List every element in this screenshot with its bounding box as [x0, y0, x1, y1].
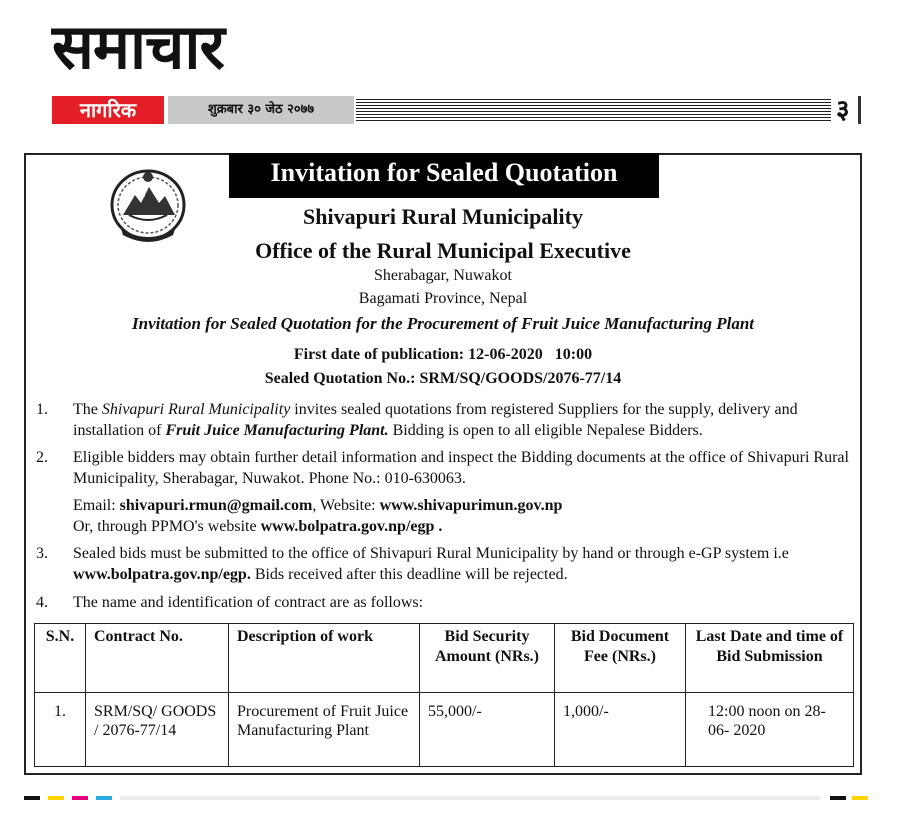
cell-description: Procurement of Fruit Juice Manufacturing Plant	[229, 693, 420, 767]
color-strip-yellow-right	[852, 796, 868, 800]
notice-banner: Invitation for Sealed Quotation	[229, 153, 659, 198]
header-contract-no: Contract No.	[86, 624, 229, 693]
publication-date: First date of publication: 12-06-2020 10:00	[293, 346, 593, 363]
organization-name: Shivapuri Rural Municipality	[303, 204, 583, 229]
cell-contract-no: SRM/SQ/ GOODS / 2076-77/14	[86, 693, 229, 767]
address-line-2: Bagamati Province, Nepal	[358, 290, 528, 307]
header-last-date: Last Date and time of Bid Submission	[686, 624, 854, 693]
item-number: 1.	[36, 401, 48, 418]
cell-doc-fee: 1,000/-	[555, 693, 686, 767]
email-link[interactable]: shivapuri.rmun@gmail.com	[119, 497, 313, 514]
address-line-1: Sherabagar, Nuwakot	[374, 267, 512, 284]
quotation-number: Sealed Quotation No.: SRM/SQ/GOODS/2076-77/14	[264, 370, 622, 387]
color-strip-black-right	[830, 796, 846, 800]
newspaper-brand-logo: नागरिक	[52, 96, 164, 124]
cell-sn: 1.	[35, 693, 86, 767]
item-text: The Shivapuri Rural Municipality invites sealed quotations from registered Suppliers for the supply, delivery and installation of Fruit Juice Manufacturing Plant. Bidding is open to all eligible Nepalese Bidders.	[73, 401, 798, 439]
table-row	[35, 693, 854, 767]
cell-last-date: 12:00 noon on 28-06- 2020	[686, 693, 854, 767]
page-number: ३	[836, 95, 850, 125]
header-bid-security: Bid Security Amount (NRs.)	[420, 624, 555, 693]
contract-table	[34, 623, 854, 767]
item-text: Eligible bidders may obtain further detail information and inspect the Bidding documents at the office of Shivapuri Rural Municipality, Sherabagar, Nuwakot. Phone No.: 010-630063.	[73, 449, 849, 487]
item-text: Sealed bids must be submitted to the office of Shivapuri Rural Municipality by hand or through e-GP system i.e www.bolpatra.gov.np/egp. Bids received after this deadline will be rejected.	[73, 545, 789, 583]
office-name: Office of the Rural Municipal Executive	[255, 238, 631, 263]
item-number: 3.	[36, 545, 48, 562]
nepal-emblem-icon	[107, 163, 189, 243]
issue-date: शुक्रबार ३० जेठ २०७७	[168, 96, 354, 124]
header-sn: S.N.	[35, 624, 86, 693]
contact-line: Email: shivapuri.rmun@gmail.com, Website: www.shivapurimun.gov.np	[73, 497, 563, 514]
item-number: 4.	[36, 594, 48, 611]
color-strip-cyan	[96, 796, 112, 800]
masthead-rule-lines	[356, 99, 831, 121]
color-strip-gray	[120, 796, 820, 800]
item-number: 2.	[36, 449, 48, 466]
color-strip-yellow	[48, 796, 64, 800]
header-description: Description of work	[229, 624, 420, 693]
item-text: The name and identification of contract are as follows:	[73, 594, 424, 611]
notice-subject: Invitation for Sealed Quotation for the Procurement of Fruit Juice Manufacturing Plant	[132, 314, 754, 333]
cell-bid-security: 55,000/-	[420, 693, 555, 767]
ppmo-line: Or, through PPMO's website www.bolpatra.gov.np/egp .	[73, 518, 443, 535]
table-header-row	[35, 624, 854, 693]
egp-link[interactable]: www.bolpatra.gov.np/egp.	[73, 566, 251, 583]
website-link[interactable]: www.shivapurimun.gov.np	[379, 497, 563, 514]
color-strip-black	[24, 796, 40, 800]
color-strip-magenta	[72, 796, 88, 800]
ppmo-link[interactable]: www.bolpatra.gov.np/egp .	[260, 518, 443, 535]
newspaper-section-title: समाचार	[52, 10, 224, 83]
header-doc-fee: Bid Document Fee (NRs.)	[555, 624, 686, 693]
page-number-bar	[858, 96, 861, 124]
